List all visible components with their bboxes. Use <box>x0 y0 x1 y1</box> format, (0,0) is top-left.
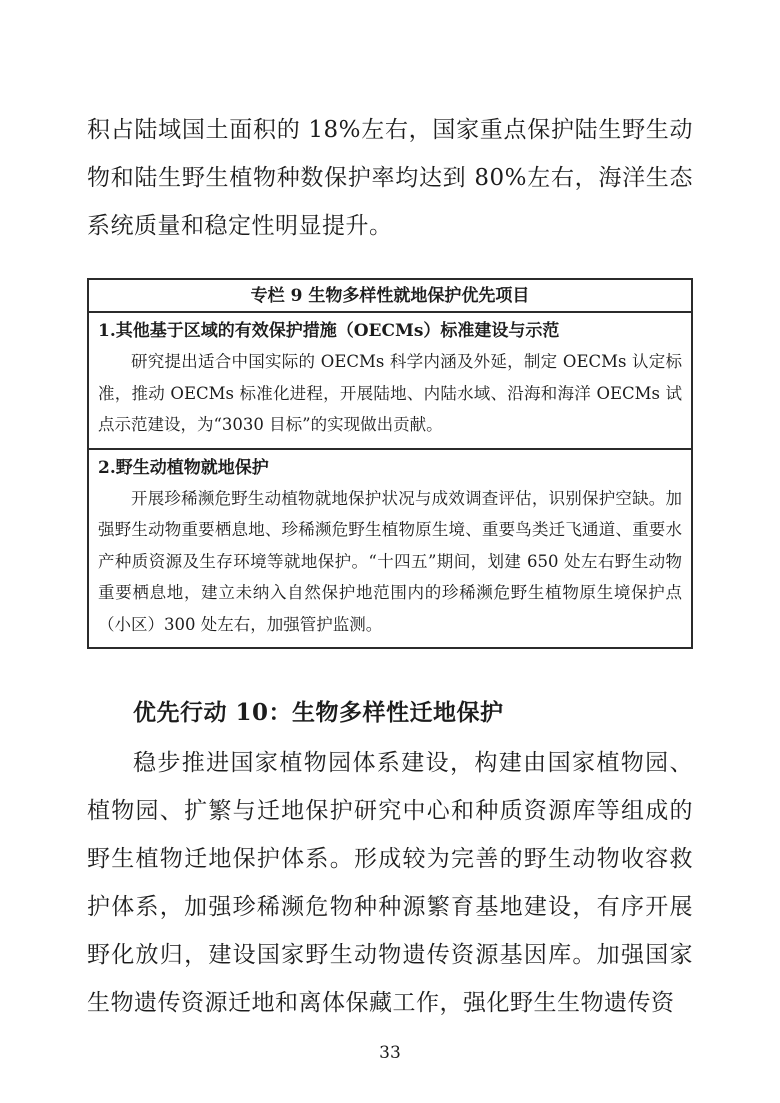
action-heading: 优先行动 10：生物多样性迁地保护 <box>133 699 504 726</box>
intro-paragraph: 积占陆域国土面积的 18%左右，国家重点保护陆生野生动物和陆生野生植物种数保护率均达到 80%左右，海洋生态系统质量和稳定性明显提升。 <box>87 117 693 239</box>
box-section-body: 研究提出适合中国实际的 OECMs 科学内涵及外延，制定 OECMs 认定标准，推动 OECMs 标准化进程，开展陆地、内陆水域、沿海和海洋 OECMs 试点示范建设，为“3030 目标”的实现做出贡献。 <box>98 352 682 434</box>
priority-projects-box <box>87 278 693 649</box>
box-section-heading: 2.野生动植物就地保护 <box>98 457 269 478</box>
box-section-insitu <box>89 448 691 648</box>
box-section-body: 开展珍稀濒危野生动植物就地保护状况与成效调查评估，识别保护空缺。加强野生动物重要栖息地、珍稀濒危野生植物原生境、重要鸟类迁飞通道、重要水产种质资源及生存环境等就地保护。“十四五”期间，划建 650 处左右野生动物重要栖息地，建立未纳入自然保护地范围内的珍稀濒危野生植物原生境保护点（小区）300 处左右，加强管护监测。 <box>98 488 682 634</box>
box-section-heading: 1.其他基于区域的有效保护措施（OECMs）标准建设与示范 <box>98 321 560 341</box>
box-section-oecms <box>89 313 691 448</box>
action-paragraph: 稳步推进国家植物园体系建设，构建由国家植物园、植物园、扩繁与迁地保护研究中心和种质资源库等组成的野生植物迁地保护体系。形成较为完善的野生动物收容救护体系，加强珍稀濒危物种种源繁育基地建设，有序开展野化放归，建设国家野生动物遗传资源基因库。加强国家生物遗传资源迁地和离体保藏工作，强化野生生物遗传资 <box>87 750 693 1016</box>
document-page <box>87 0 693 1065</box>
page-number: 33 <box>379 1043 401 1063</box>
box-title: 专栏 9 生物多样性就地保护优先项目 <box>89 280 691 313</box>
